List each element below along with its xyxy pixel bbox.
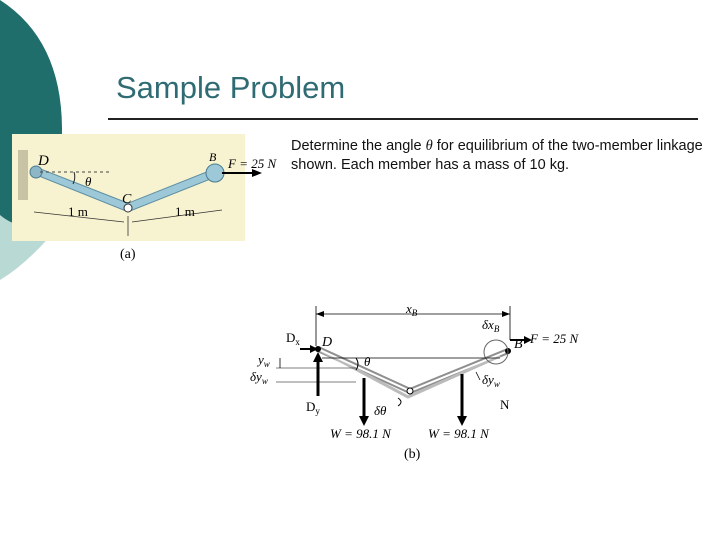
label-xB: $x_B$ <box>406 301 418 318</box>
linkage-highlight <box>318 349 508 391</box>
label-dtheta: δθ <box>374 403 387 418</box>
caption-b: (b) <box>404 447 421 462</box>
dimension-xB-arrow-left <box>316 311 324 317</box>
label-D: D <box>38 153 49 169</box>
label-W-right: W = 98.1 N <box>428 426 489 441</box>
label-theta-b: θ <box>364 354 371 369</box>
dimension-xB-arrow-right <box>502 311 510 317</box>
weight-left-head <box>359 416 369 426</box>
label-force-a: F = 25 N <box>228 156 277 171</box>
reaction-Dx-head <box>310 345 318 353</box>
slide-title: Sample Problem <box>116 70 346 105</box>
label-dxB: $\delta x_B$ <box>482 317 500 334</box>
label-length-left: 1 m <box>68 204 88 219</box>
problem-text-start: Determine the angle <box>291 138 426 154</box>
caption-a: (a) <box>120 247 136 262</box>
linkage-members <box>318 349 508 391</box>
label-W-left: W = 98.1 N <box>330 426 391 441</box>
problem-text-end: for equilibrium of the two-member linkage shown. Each member has a mass of 10 kg. <box>291 138 703 173</box>
label-N: N <box>500 397 510 412</box>
label-force-b: F = 25 N <box>530 331 579 346</box>
dyw-right-leader <box>476 372 480 380</box>
label-yw: $y_w$ <box>258 352 270 369</box>
label-C: C <box>122 192 132 207</box>
weight-right-head <box>457 416 467 426</box>
pin-C-b <box>407 388 413 394</box>
label-Dx: $D_x$ <box>286 330 300 347</box>
label-B-b: B <box>514 337 523 352</box>
label-Dy: $D_y$ <box>306 399 320 416</box>
dtheta-arc <box>398 398 401 406</box>
label-dyw: $\delta y_w$ <box>250 369 268 386</box>
label-B: B <box>209 150 217 164</box>
label-D-b: D <box>322 335 333 350</box>
label-dyw-right: $\delta y_w$ <box>482 372 500 389</box>
label-theta-a: θ <box>85 174 92 189</box>
theta-symbol: θ <box>425 138 433 154</box>
label-length-right: 1 m <box>175 204 195 219</box>
